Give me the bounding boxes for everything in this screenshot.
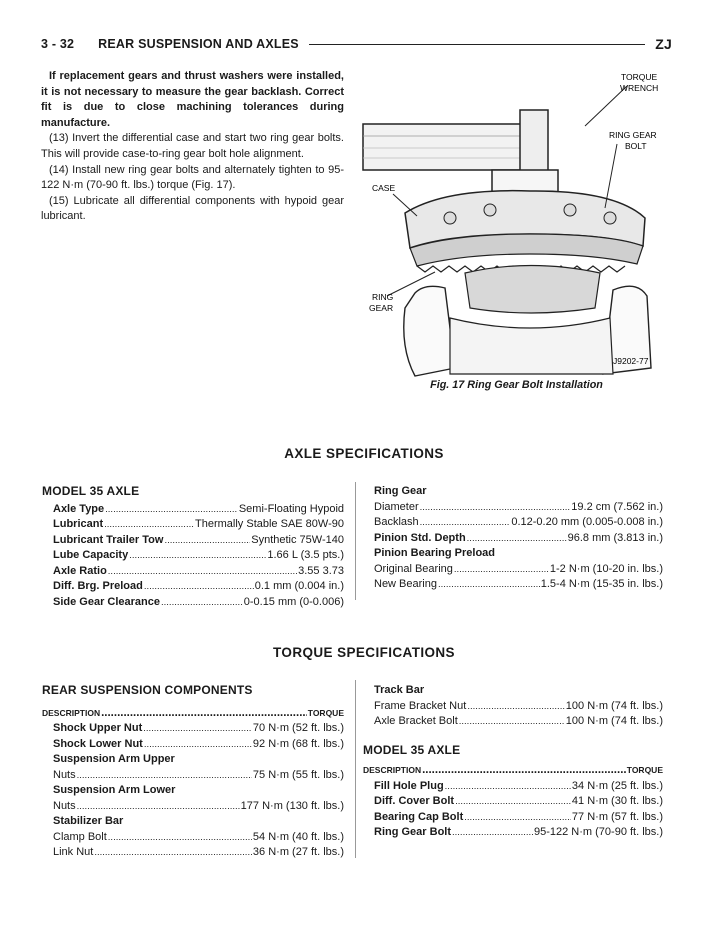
label-wrench: WRENCH <box>620 83 659 93</box>
header-rule <box>309 44 645 45</box>
spec-row: Shock Upper Nut ..... 70 N·m (52 ft. lbs.) <box>42 721 344 737</box>
axle-specs-left <box>42 484 344 610</box>
column-divider <box>355 482 356 600</box>
label-ring: RING <box>372 292 394 302</box>
label-gear: GEAR <box>369 303 394 313</box>
model-code: ZJ <box>655 36 672 52</box>
procedure-text <box>41 69 344 225</box>
spec-row: Nuts ..... 75 N·m (55 ft. lbs.) <box>42 768 344 784</box>
label-case: CASE <box>372 183 396 193</box>
label-ring-gear: RING GEAR <box>609 130 657 140</box>
spec-row: Shock Lower Nut ..... 92 N·m (68 ft. lbs.) <box>42 737 344 753</box>
track-bar-heading: Track Bar <box>374 684 425 696</box>
step-15: (15) Lubricate all differential components with hypoid gear lubricant. <box>41 194 344 223</box>
table-header: DESCRIPTION ..... TORQUE <box>42 706 344 722</box>
spec-row: Side Gear Clearance ..... 0-0.15 mm (0-0.006) <box>42 595 344 611</box>
spec-row: Backlash ..... 0.12-0.20 mm (0.005-0.008 in.) <box>363 515 663 531</box>
model35-torque-heading: MODEL 35 AXLE <box>363 742 461 757</box>
spec-row: Axle Bracket Bolt ..... 100 N·m (74 ft. lbs.) <box>363 714 663 730</box>
column-divider <box>355 680 356 858</box>
spec-row: Diameter ..... 19.2 cm (7.562 in.) <box>363 500 663 516</box>
spec-row: Diff. Brg. Preload ..... 0.1 mm (0.004 in.) <box>42 579 344 595</box>
spec-row: Bearing Cap Bolt ..... 77 N·m (57 ft. lbs.) <box>363 810 663 826</box>
figure-id: J9202-77 <box>613 356 649 366</box>
torque-specs-title: TORQUE SPECIFICATIONS <box>273 645 455 660</box>
torque-specs-right <box>363 683 663 841</box>
section-title: REAR SUSPENSION AND AXLES <box>98 37 299 51</box>
spec-row: Lube Capacity ..... 1.66 L (3.5 pts.) <box>42 548 344 564</box>
axle-specs-title: AXLE SPECIFICATIONS <box>284 446 444 461</box>
intro-note: If replacement gears and thrust washers were installed, it is not necessary to measure the gear backlash. Correct fit is due to close machining tolerances during manufacture. <box>41 70 344 129</box>
arm-lower-heading: Suspension Arm Lower <box>53 784 176 796</box>
spec-row: Original Bearing ..... 1-2 N·m (10-20 in. lbs.) <box>363 562 663 578</box>
ring-gear-heading: Ring Gear <box>374 485 427 497</box>
model35-heading: MODEL 35 AXLE <box>42 484 140 498</box>
spec-row: Nuts ..... 177 N·m (130 ft. lbs.) <box>42 799 344 815</box>
spec-row: Axle Ratio ..... 3.55 3.73 <box>42 564 344 580</box>
rear-suspension-heading: REAR SUSPENSION COMPONENTS <box>42 683 253 697</box>
spec-row: Ring Gear Bolt ..... 95-122 N·m (70-90 ft. lbs.) <box>363 825 663 841</box>
spec-row: New Bearing ..... 1.5-4 N·m (15-35 in. lbs.) <box>363 577 663 593</box>
figure-caption: Fig. 17 Ring Gear Bolt Installation <box>430 379 603 391</box>
arm-upper-heading: Suspension Arm Upper <box>53 753 175 765</box>
label-bolt: BOLT <box>625 141 647 151</box>
spec-row: Clamp Bolt ..... 54 N·m (40 ft. lbs.) <box>42 830 344 846</box>
table-header: DESCRIPTION ..... TORQUE <box>363 763 663 779</box>
spec-row: Fill Hole Plug ..... 34 N·m (25 ft. lbs.) <box>363 779 663 795</box>
step-14: (14) Install new ring gear bolts and alternately tighten to 95-122 N·m (70-90 ft. lbs.) torque (Fig. 17). <box>41 163 344 192</box>
ring-gear-bolt-figure <box>355 58 673 382</box>
axle-specs-right <box>363 484 663 593</box>
spec-row: Diff. Cover Bolt ..... 41 N·m (30 ft. lbs.) <box>363 794 663 810</box>
spec-row: Lubricant Trailer Tow ..... Synthetic 75W-140 <box>42 533 344 549</box>
stabilizer-heading: Stabilizer Bar <box>53 815 124 827</box>
torque-specs-left <box>42 683 344 861</box>
spec-row: Axle Type ..... Semi-Floating Hypoid <box>42 502 344 518</box>
page-number: 3 - 32 <box>41 37 75 51</box>
step-13: (13) Invert the differential case and start two ring gear bolts. This will provide case-to-ring gear bolt hole alignment. <box>41 132 344 160</box>
spec-row: Pinion Std. Depth ..... 96.8 mm (3.813 in.) <box>363 531 663 547</box>
pinion-preload-heading: Pinion Bearing Preload <box>374 547 496 559</box>
label-torque: TORQUE <box>621 72 658 82</box>
spec-row: Link Nut ..... 36 N·m (27 ft. lbs.) <box>42 845 344 861</box>
page-header <box>41 34 672 54</box>
spec-row: Frame Bracket Nut ..... 100 N·m (74 ft. lbs.) <box>363 699 663 715</box>
spec-row: Lubricant ..... Thermally Stable SAE 80W-90 <box>42 517 344 533</box>
